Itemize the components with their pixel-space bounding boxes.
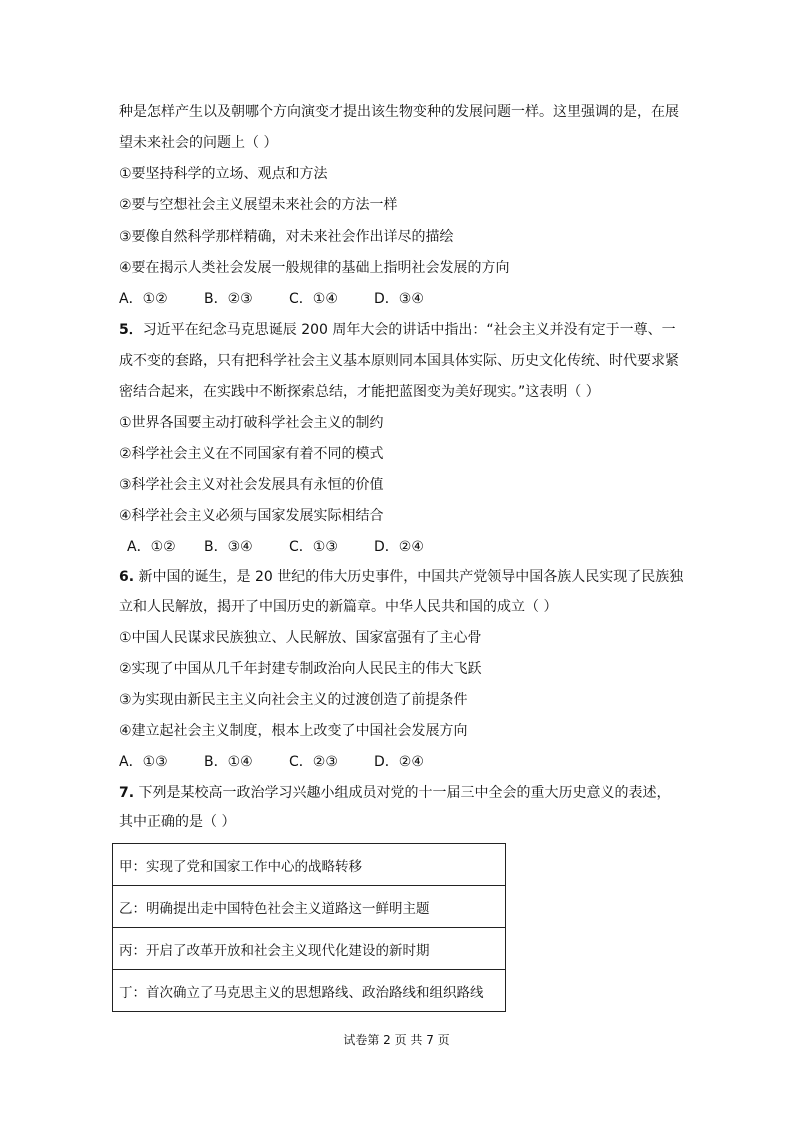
q5-stem-line1	[119, 320, 679, 340]
q6-choice-a[interactable]: A．①③	[119, 754, 168, 770]
q5-choice-d[interactable]: D．②④	[374, 539, 424, 555]
q5-text-line2: 成不变的套路，只有把科学社会主义基本原则同本国具体实际、历史文化传统、时代要求紧	[119, 353, 679, 369]
q5-choices	[127, 537, 424, 557]
q5-choice-a[interactable]: A．①②	[127, 539, 176, 555]
table-row	[113, 844, 506, 886]
q6-text-line1: 新中国的诞生，是 20 世纪的伟大历史事件，中国共产党领导中国各族人民实现了民族独	[138, 569, 684, 585]
q6-option-2: ②实现了中国从几千年封建专制政治向人民民主的伟大飞跃	[119, 661, 482, 677]
q4-choice-c[interactable]: C．①④	[289, 291, 338, 307]
q4-option-4: ④要在揭示人类社会发展一般规律的基础上指明社会发展的方向	[119, 260, 510, 276]
q6-option-1: ①中国人民谋求民族独立、人民解放、国家富强有了主心骨	[119, 630, 482, 646]
q7-stem-line1	[119, 783, 679, 803]
page-footer: 试卷第 2 页 共 7 页	[343, 1033, 450, 1047]
q5-choice-c[interactable]: C．①③	[289, 539, 338, 555]
table-row	[113, 886, 506, 928]
q7-statement-bing: 丙：开启了改革开放和社会主义现代化建设的新时期	[113, 928, 506, 970]
q7-number: 7.	[119, 785, 135, 801]
q4-text-line1: 种是怎样产生以及朝哪个方向演变才提出该生物变种的发展问题一样。这里强调的是，在展	[119, 104, 679, 120]
q7-statement-jia: 甲：实现了党和国家工作中心的战略转移	[113, 844, 506, 886]
table-row	[113, 970, 506, 1012]
q6-choices	[119, 752, 424, 772]
q7-statement-yi: 乙：明确提出走中国特色社会主义道路这一鲜明主题	[113, 886, 506, 928]
q4-choice-d[interactable]: D．③④	[374, 291, 424, 307]
q5-option-4: ④科学社会主义必须与国家发展实际相结合	[119, 508, 384, 524]
q4-option-1: ①要坚持科学的立场、观点和方法	[119, 166, 328, 182]
q5-choice-b[interactable]: B．③④	[204, 539, 253, 555]
q6-choice-d[interactable]: D．②④	[374, 754, 424, 770]
q5-text-line1: 习近平在纪念马克思诞辰 200 周年大会的讲话中指出：“社会主义并没有定于一尊、一	[142, 322, 676, 338]
q6-option-4: ④建立起社会主义制度，根本上改变了中国社会发展方向	[119, 723, 468, 739]
q6-choice-b[interactable]: B．①④	[204, 754, 253, 770]
q6-number: 6.	[119, 569, 135, 585]
q5-option-1: ①世界各国要主动打破科学社会主义的制约	[119, 415, 384, 431]
q7-statements-table	[112, 843, 506, 1012]
q6-choice-c[interactable]: C．②③	[289, 754, 338, 770]
q5-text-line3: 密结合起来，在实践中不断探索总结，才能把蓝图变为美好现实。”这表明（ ）	[119, 384, 600, 400]
q7-statement-ding: 丁：首次确立了马克思主义的思想路线、政治路线和组织路线	[113, 970, 506, 1012]
q5-option-3: ③科学社会主义对社会发展具有永恒的价值	[119, 477, 384, 493]
q6-option-3: ③为实现由新民主主义向社会主义的过渡创造了前提条件	[119, 692, 468, 708]
q5-number: 5．	[119, 322, 143, 338]
q5-option-2: ②科学社会主义在不同国家有着不同的模式	[119, 446, 384, 462]
q7-text-line2: 其中正确的是（ ）	[119, 814, 236, 830]
q4-option-3: ③要像自然科学那样精确，对未来社会作出详尽的描绘	[119, 229, 454, 245]
q4-choice-b[interactable]: B．②③	[204, 291, 253, 307]
table-row	[113, 928, 506, 970]
q7-text-line1: 下列是某校高一政治学习兴趣小组成员对党的十一届三中全会的重大历史意义的表述，	[138, 785, 671, 801]
q4-option-2: ②要与空想社会主义展望未来社会的方法一样	[119, 197, 398, 213]
q4-choices	[119, 289, 424, 309]
q4-choice-a[interactable]: A．①②	[119, 291, 168, 307]
q6-stem-line1	[119, 567, 684, 587]
q4-text-line2: 望未来社会的问题上（ ）	[119, 135, 278, 151]
q6-text-line2: 立和人民解放，揭开了中国历史的新篇章。中华人民共和国的成立（ ）	[119, 599, 558, 615]
